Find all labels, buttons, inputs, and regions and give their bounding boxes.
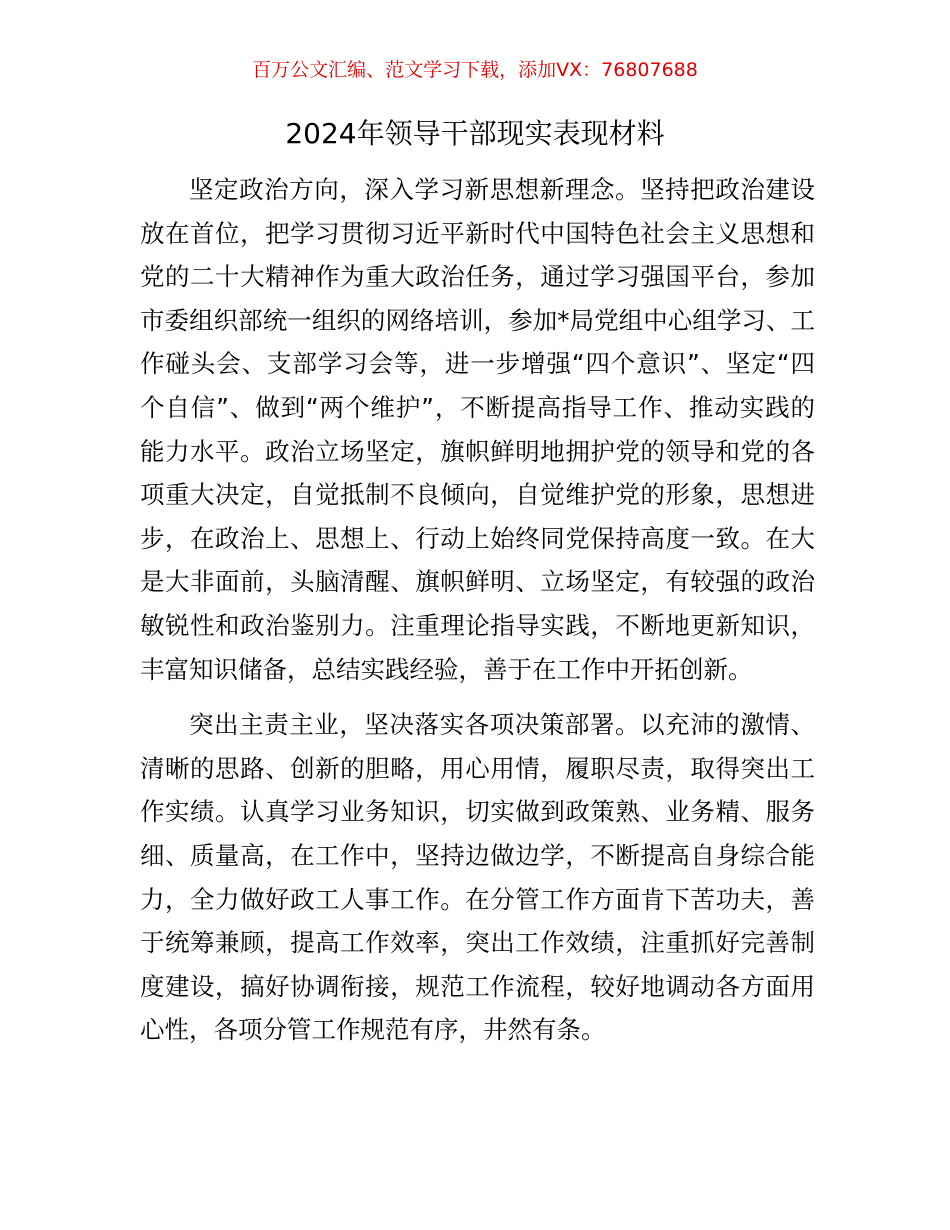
document-title: 2024年领导干部现实表现材料 <box>285 117 665 150</box>
paragraph-main-responsibility: 突出主责主业，坚决落实各项决策部署。以充沛的激情、清晰的思路、创新的胆略，用心用情，履职尽责，取得突出工作实绩。认真学习业务知识，切实做到政策熟、业务精、服务细、质量高，在工作中，坚持边做边学，不断提高自身综合能力，全力做好政工人事工作。在分管工作方面肯下苦功夫，善于统筹兼顾，提高工作效率，突出工作效绩，注重抓好完善制度建设，搞好协调衔接，规范工作流程，较好地调动各方面用心性，各项分管工作规范有序，井然有条。 <box>140 710 815 1045</box>
document-body <box>140 168 815 1052</box>
header-watermark-note: 百万公文汇编、范文学习下载，添加VX：76807688 <box>252 59 698 81</box>
paragraph-political-direction: 坚定政治方向，深入学习新思想新理念。坚持把政治建设放在首位，把学习贯彻习近平新时代中国特色社会主义思想和党的二十大精神作为重大政治任务，通过学习强国平台，参加市委组织部统一组织的网络培训，参加*局党组中心组学习、工作碰头会、支部学习会等，进一步增强“四个意识”、坚定“四个自信”、做到“两个维护”，不断提高指导工作、推动实践的能力水平。政治立场坚定，旗帜鲜明地拥护党的领导和党的各项重大决定，自觉抵制不良倾向，自觉维护党的形象，思想进步，在政治上、思想上、行动上始终同党保持高度一致。在大是大非面前，头脑清醒、旗帜鲜明、立场坚定，有较强的政治敏锐性和政治鉴别力。注重理论指导实践，不断地更新知识，丰富知识储备，总结实践经验，善于在工作中开拓创新。 <box>140 175 815 684</box>
